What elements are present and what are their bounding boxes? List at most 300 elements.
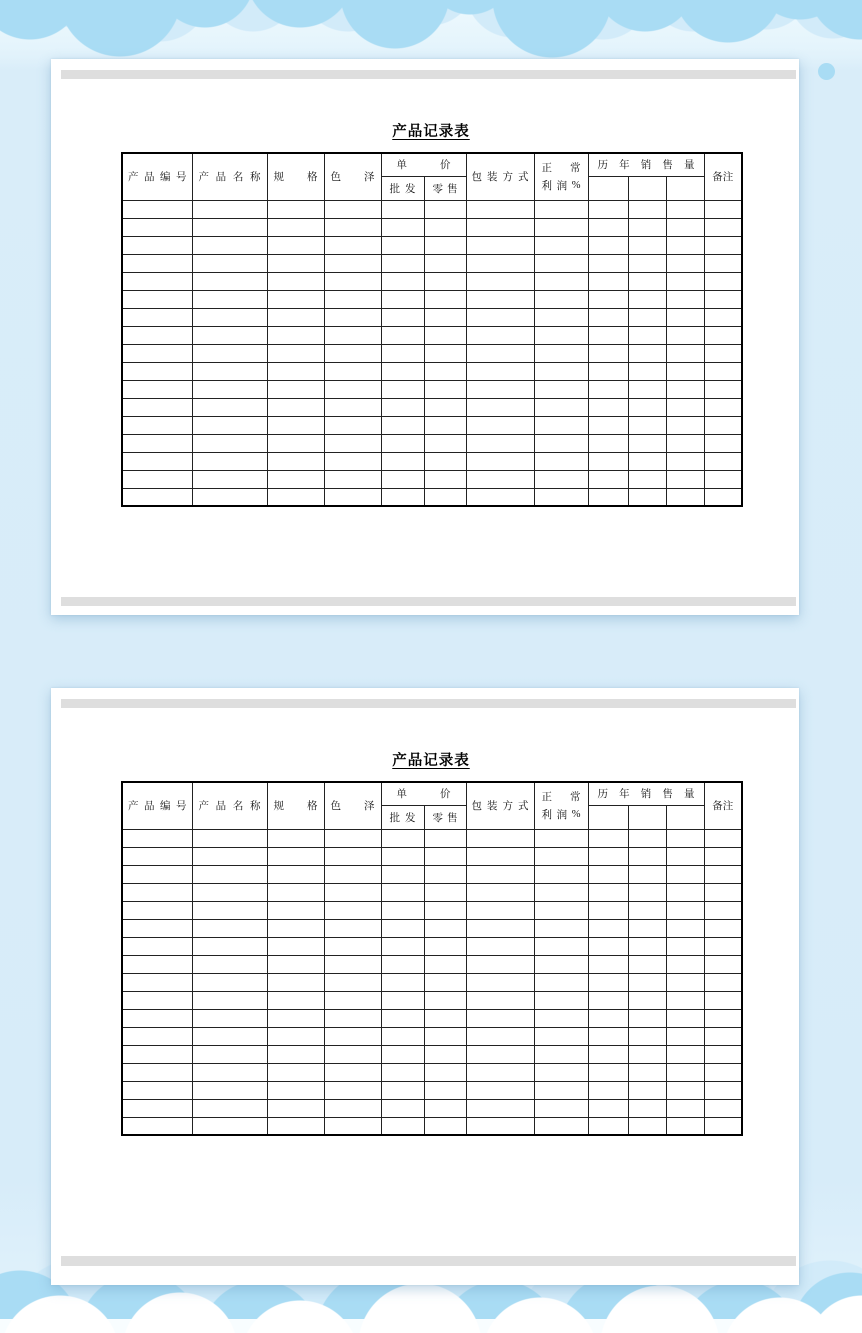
document-title (121, 749, 741, 770)
table-cell (192, 200, 267, 218)
table-cell (466, 362, 534, 380)
table-cell (381, 290, 424, 308)
table-cell (534, 470, 588, 488)
table-cell (588, 919, 628, 937)
table-cell (192, 236, 267, 254)
table-cell (192, 272, 267, 290)
table-cell (381, 344, 424, 362)
table-cell (267, 200, 324, 218)
table-cell (192, 829, 267, 847)
table-cell (666, 470, 704, 488)
table-cell (324, 1081, 381, 1099)
table-cell (466, 290, 534, 308)
table-cell (267, 362, 324, 380)
table-cell (588, 488, 628, 506)
table-cell (424, 973, 466, 991)
table-row (122, 865, 742, 883)
table-cell (192, 452, 267, 470)
sales-history-subcolumn (588, 805, 628, 829)
table-cell (122, 470, 192, 488)
col-header-remark: 备注 (704, 782, 742, 829)
table-cell (666, 344, 704, 362)
table-row (122, 1009, 742, 1027)
table-cell (267, 1063, 324, 1081)
table-cell (122, 416, 192, 434)
table-cell (424, 919, 466, 937)
table-cell (666, 488, 704, 506)
table-cell (267, 937, 324, 955)
table-cell (666, 847, 704, 865)
table-cell (267, 865, 324, 883)
table-cell (324, 883, 381, 901)
table-row (122, 380, 742, 398)
col-header-wholesale: 批 发 (381, 805, 424, 829)
table-cell (267, 344, 324, 362)
table-cell (267, 326, 324, 344)
table-cell (704, 973, 742, 991)
table-row (122, 1045, 742, 1063)
table-cell (381, 470, 424, 488)
table-cell (628, 1063, 666, 1081)
document-page-1 (51, 59, 799, 615)
table-cell (267, 488, 324, 506)
table-cell (424, 1117, 466, 1135)
table-cell (381, 1063, 424, 1081)
table-cell (704, 937, 742, 955)
table-cell (267, 883, 324, 901)
table-cell (324, 1027, 381, 1045)
table-cell (666, 973, 704, 991)
document-title-text: 产品记录表 (392, 753, 470, 769)
table-cell (466, 937, 534, 955)
table-cell (704, 434, 742, 452)
table-cell (324, 901, 381, 919)
table-cell (588, 955, 628, 973)
table-cell (424, 272, 466, 290)
table-cell (122, 362, 192, 380)
table-cell (122, 901, 192, 919)
table-cell (324, 1099, 381, 1117)
table-cell (122, 1063, 192, 1081)
table-cell (666, 919, 704, 937)
table-cell (466, 847, 534, 865)
table-row (122, 434, 742, 452)
table-cell (534, 883, 588, 901)
table-cell (588, 470, 628, 488)
table-cell (666, 1009, 704, 1027)
table-cell (381, 991, 424, 1009)
table-cell (534, 1027, 588, 1045)
table-cell (534, 937, 588, 955)
col-header-packaging: 包 装 方 式 (466, 782, 534, 829)
table-cell (534, 308, 588, 326)
table-cell (381, 1117, 424, 1135)
table-cell (324, 200, 381, 218)
table-cell (466, 200, 534, 218)
table-cell (424, 434, 466, 452)
table-cell (628, 254, 666, 272)
table-cell (192, 1063, 267, 1081)
table-cell (666, 829, 704, 847)
table-cell (324, 272, 381, 290)
table-cell (122, 1045, 192, 1063)
table-cell (666, 236, 704, 254)
col-header-product-no: 产 品 编 号 (122, 782, 192, 829)
table-cell (628, 883, 666, 901)
table-cell (466, 380, 534, 398)
col-header-color: 色 泽 (324, 153, 381, 200)
table-cell (588, 434, 628, 452)
table-cell (324, 847, 381, 865)
table-cell (534, 955, 588, 973)
table-cell (628, 470, 666, 488)
table-cell (704, 919, 742, 937)
table-cell (628, 398, 666, 416)
table-cell (466, 1063, 534, 1081)
table-cell (381, 398, 424, 416)
table-cell (466, 236, 534, 254)
sales-history-subcolumn (628, 176, 666, 200)
table-cell (267, 272, 324, 290)
table-cell (534, 344, 588, 362)
table-cell (534, 1081, 588, 1099)
table-cell (424, 200, 466, 218)
table-cell (267, 398, 324, 416)
col-header-packaging: 包 装 方 式 (466, 153, 534, 200)
col-header-wholesale: 批 发 (381, 176, 424, 200)
table-cell (534, 1063, 588, 1081)
table-cell (704, 344, 742, 362)
table-cell (324, 398, 381, 416)
table-cell (424, 326, 466, 344)
table-cell (628, 919, 666, 937)
dot-decoration (818, 63, 835, 80)
table-cell (666, 362, 704, 380)
table-cell (466, 955, 534, 973)
table-cell (588, 398, 628, 416)
table-cell (192, 308, 267, 326)
table-row (122, 883, 742, 901)
table-cell (704, 236, 742, 254)
table-cell (324, 937, 381, 955)
table-cell (466, 829, 534, 847)
table-cell (192, 1045, 267, 1063)
table-cell (381, 236, 424, 254)
table-cell (534, 919, 588, 937)
table-row (122, 919, 742, 937)
table-cell (122, 200, 192, 218)
table-cell (588, 991, 628, 1009)
table-cell (628, 200, 666, 218)
table-cell (381, 937, 424, 955)
table-cell (122, 344, 192, 362)
table-cell (666, 272, 704, 290)
table-cell (424, 901, 466, 919)
table-cell (381, 308, 424, 326)
table-cell (588, 1117, 628, 1135)
table-cell (324, 919, 381, 937)
table-cell (704, 362, 742, 380)
page-margin-bar-bottom (61, 597, 796, 606)
table-cell (381, 973, 424, 991)
table-cell (267, 955, 324, 973)
table-cell (381, 416, 424, 434)
col-header-spec: 规 格 (267, 153, 324, 200)
table-cell (704, 829, 742, 847)
table-cell (122, 991, 192, 1009)
table-cell (588, 1081, 628, 1099)
table-cell (628, 1045, 666, 1063)
table-cell (704, 326, 742, 344)
table-cell (267, 218, 324, 236)
table-cell (381, 254, 424, 272)
table-cell (381, 326, 424, 344)
table-cell (704, 290, 742, 308)
table-cell (466, 254, 534, 272)
table-cell (122, 380, 192, 398)
table-cell (267, 919, 324, 937)
table-cell (424, 416, 466, 434)
table-cell (122, 1009, 192, 1027)
table-cell (534, 416, 588, 434)
table-cell (324, 308, 381, 326)
table-cell (628, 452, 666, 470)
table-cell (628, 829, 666, 847)
table-cell (267, 236, 324, 254)
table-cell (588, 218, 628, 236)
table-cell (628, 847, 666, 865)
table-cell (588, 380, 628, 398)
table-cell (704, 1081, 742, 1099)
table-cell (534, 254, 588, 272)
table-row (122, 344, 742, 362)
table-cell (267, 1117, 324, 1135)
table-cell (192, 847, 267, 865)
table-cell (666, 1063, 704, 1081)
table-cell (628, 937, 666, 955)
table-row (122, 272, 742, 290)
table-cell (666, 1099, 704, 1117)
table-cell (267, 901, 324, 919)
table-cell (704, 200, 742, 218)
table-cell (192, 991, 267, 1009)
table-cell (466, 452, 534, 470)
table-cell (588, 1009, 628, 1027)
page-margin-bar-bottom (61, 1256, 796, 1266)
table-row (122, 398, 742, 416)
product-record-table (121, 781, 743, 1136)
table-cell (424, 1063, 466, 1081)
table-cell (534, 1117, 588, 1135)
table-cell (466, 488, 534, 506)
table-cell (381, 452, 424, 470)
table-cell (588, 344, 628, 362)
table-cell (704, 308, 742, 326)
table-cell (324, 344, 381, 362)
table-cell (588, 829, 628, 847)
table-cell (704, 955, 742, 973)
table-cell (588, 308, 628, 326)
table-cell (324, 488, 381, 506)
table-cell (122, 865, 192, 883)
col-header-unit-price: 单 价 (381, 153, 466, 176)
table-cell (122, 1027, 192, 1045)
table-cell (192, 434, 267, 452)
table-cell (534, 272, 588, 290)
table-cell (588, 452, 628, 470)
table-cell (628, 236, 666, 254)
table-cell (267, 380, 324, 398)
table-row (122, 937, 742, 955)
table-row (122, 362, 742, 380)
table-cell (666, 254, 704, 272)
table-cell (628, 218, 666, 236)
table-cell (381, 1045, 424, 1063)
table-cell (192, 919, 267, 937)
table-cell (588, 1063, 628, 1081)
table-cell (704, 1045, 742, 1063)
table-cell (704, 254, 742, 272)
table-row (122, 470, 742, 488)
table-cell (666, 937, 704, 955)
table-cell (534, 236, 588, 254)
table-body (122, 829, 742, 1135)
table-cell (381, 218, 424, 236)
table-cell (424, 470, 466, 488)
table-cell (267, 1081, 324, 1099)
table-cell (666, 1027, 704, 1045)
table-cell (628, 362, 666, 380)
table-cell (424, 1099, 466, 1117)
table-cell (424, 308, 466, 326)
table-cell (324, 362, 381, 380)
table-cell (588, 973, 628, 991)
table-cell (324, 416, 381, 434)
table-cell (666, 901, 704, 919)
table-cell (267, 1009, 324, 1027)
table-row (122, 452, 742, 470)
table-cell (424, 829, 466, 847)
sales-history-subcolumn (666, 805, 704, 829)
table-cell (267, 1099, 324, 1117)
table-cell (666, 883, 704, 901)
table-cell (588, 1045, 628, 1063)
table-cell (666, 991, 704, 1009)
sales-history-subcolumn (666, 176, 704, 200)
table-cell (704, 991, 742, 1009)
table-cell (628, 991, 666, 1009)
table-cell (534, 452, 588, 470)
table-row (122, 1063, 742, 1081)
table-cell (424, 380, 466, 398)
table-cell (381, 829, 424, 847)
table-cell (122, 326, 192, 344)
col-header-product-no: 产 品 编 号 (122, 153, 192, 200)
table-cell (424, 991, 466, 1009)
table-cell (424, 254, 466, 272)
table-cell (466, 398, 534, 416)
table-row (122, 991, 742, 1009)
table-cell (588, 1027, 628, 1045)
table-cell (324, 1045, 381, 1063)
table-cell (628, 1099, 666, 1117)
table-cell (324, 1117, 381, 1135)
table-cell (324, 829, 381, 847)
table-cell (324, 290, 381, 308)
table-cell (466, 991, 534, 1009)
document-page-2 (51, 688, 799, 1285)
table-cell (628, 308, 666, 326)
table-cell (466, 1045, 534, 1063)
table-cell (466, 326, 534, 344)
table-cell (588, 290, 628, 308)
table-cell (424, 236, 466, 254)
table-cell (122, 254, 192, 272)
table-cell (192, 865, 267, 883)
table-row (122, 1099, 742, 1117)
sales-history-subcolumn (628, 805, 666, 829)
table-cell (704, 847, 742, 865)
table-cell (192, 218, 267, 236)
table-cell (588, 901, 628, 919)
table-cell (704, 488, 742, 506)
table-cell (466, 1009, 534, 1027)
table-cell (704, 1117, 742, 1135)
table-cell (267, 829, 324, 847)
table-cell (192, 326, 267, 344)
table-cell (424, 398, 466, 416)
table-row (122, 1117, 742, 1135)
table-cell (666, 398, 704, 416)
table-cell (588, 1099, 628, 1117)
table-cell (588, 254, 628, 272)
table-cell (704, 883, 742, 901)
table-cell (122, 488, 192, 506)
table-cell (267, 290, 324, 308)
table-cell (424, 1081, 466, 1099)
table-cell (666, 380, 704, 398)
table-cell (666, 290, 704, 308)
table-cell (324, 218, 381, 236)
table-cell (424, 218, 466, 236)
table-cell (424, 1045, 466, 1063)
table-cell (324, 973, 381, 991)
table-cell (424, 955, 466, 973)
table-cell (534, 326, 588, 344)
table-cell (588, 847, 628, 865)
table-cell (666, 1081, 704, 1099)
table-cell (324, 434, 381, 452)
table-cell (534, 1099, 588, 1117)
table-cell (704, 218, 742, 236)
table-cell (628, 973, 666, 991)
table-cell (122, 452, 192, 470)
table-cell (324, 326, 381, 344)
table-cell (122, 218, 192, 236)
table-cell (381, 488, 424, 506)
table-cell (628, 488, 666, 506)
table-cell (704, 272, 742, 290)
col-header-retail: 零 售 (424, 176, 466, 200)
col-header-unit-price: 单 价 (381, 782, 466, 805)
table-cell (192, 1009, 267, 1027)
table-cell (534, 362, 588, 380)
table-cell (122, 955, 192, 973)
table-cell (324, 955, 381, 973)
table-cell (628, 955, 666, 973)
table-cell (192, 973, 267, 991)
table-cell (666, 434, 704, 452)
